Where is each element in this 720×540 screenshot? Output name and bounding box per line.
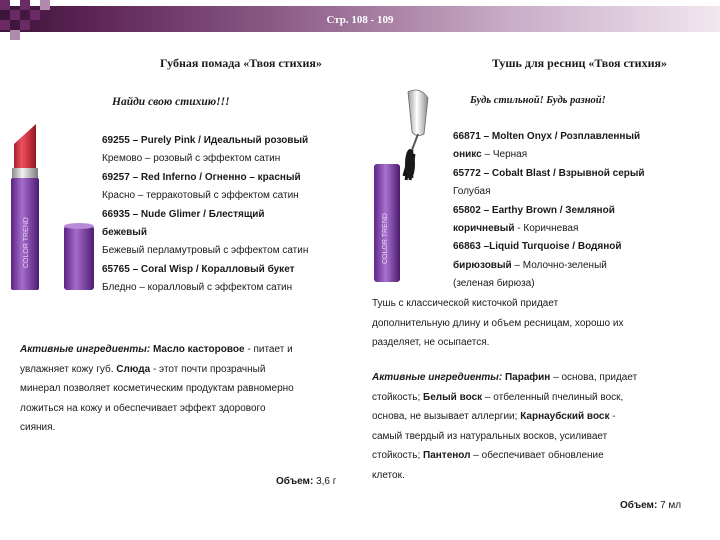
shade-description: Красно – терракотовый с эффектом сатин <box>102 190 299 202</box>
ingredients-label: Активные ингредиенты: <box>20 344 151 355</box>
mascara-description: Тушь с классической кисточкой придает дополнительную длину и объем ресницам, хорошо их разделяет, не осыпается. <box>372 298 624 348</box>
shade-name-continued: бежевый <box>102 227 147 239</box>
shade-name: 69255 – Purely Pink / Идеальный розовый <box>102 135 309 146</box>
lipstick-package-label: COLOR TREND <box>23 217 30 268</box>
shade-description: Бледно – коралловый с эффектом сатин <box>102 282 293 294</box>
page-reference: Стр. 108 - 109 <box>326 14 394 26</box>
lipstick-shade-list <box>102 132 362 298</box>
lipstick-volume: Объем: 3,6 г <box>276 476 337 487</box>
mascara-slogan: Будь стильной! Будь разной! <box>470 95 606 106</box>
lipstick-image <box>6 118 98 296</box>
ingredients-label: Активные ингредиенты: <box>372 372 503 383</box>
shade-name: 65772 – Cobalt Blast / Взрывной серый <box>453 167 645 179</box>
lipstick-title: Губная помада «Твоя стихия» <box>160 56 322 70</box>
mascara-volume: Объем: 7 мл <box>620 500 682 511</box>
shade-name: 66871 – Molten Onyx / Розплавленный <box>453 131 641 142</box>
mascara-package-label: COLOR TREND <box>382 213 389 264</box>
lipstick-ingredients: Активные ингредиенты: Масло касторовое - питает и увлажняет кожу губ. Слюда - этот почти прозрачный минерал позволяет косметическим продуктам равномерно ложиться на кожу и обеспечивает эффект здорового сияния. <box>20 344 294 433</box>
lipstick-slogan: Найди свою стихию!!! <box>112 96 230 108</box>
header-banner <box>0 0 720 44</box>
mascara-ingredients: Активные ингредиенты: Парафин – основа, придает стойкость; Белый воск – отбеленный пчелиный воск, основа, не вызывает аллергии; Карнаубский воск - самый твердый из натуральных восков, усиливает стойкость; Пантенол – обеспечивает обновление клеток. <box>372 372 638 481</box>
mascara-title: Тушь для ресниц «Твоя стихия» <box>492 56 668 70</box>
mascara-image <box>368 84 454 288</box>
shade-name: 66863 –Liquid Turquoise / Водяной <box>453 241 622 253</box>
shade-description: Кремово – розовый с эффектом сатин <box>102 153 281 165</box>
shade-description: Бежевый перламутровый с эффектом сатин <box>102 245 309 257</box>
shade-name: 66935 – Nude Glimer / Блестящий <box>102 208 265 220</box>
mascara-shade-list: 66871 – Molten Onyx / Розплавленный оникс – Черная 65772 – Cobalt Blast / Взрывной серый Голубая 65802 – Earthy Brown / Земляной коричневый - Коричневая 66863 –Liquid Turquoise / Водяной бирюзовый – Молочно-зеленый (зеленая бирюза) <box>453 128 713 294</box>
shade-name: 65802 – Earthy Brown / Земляной <box>453 204 615 216</box>
shade-name: 65765 – Coral Wisp / Коралловый букет <box>102 263 295 275</box>
shade-name: 69257 – Red Inferno / Огненно – красный <box>102 171 301 183</box>
